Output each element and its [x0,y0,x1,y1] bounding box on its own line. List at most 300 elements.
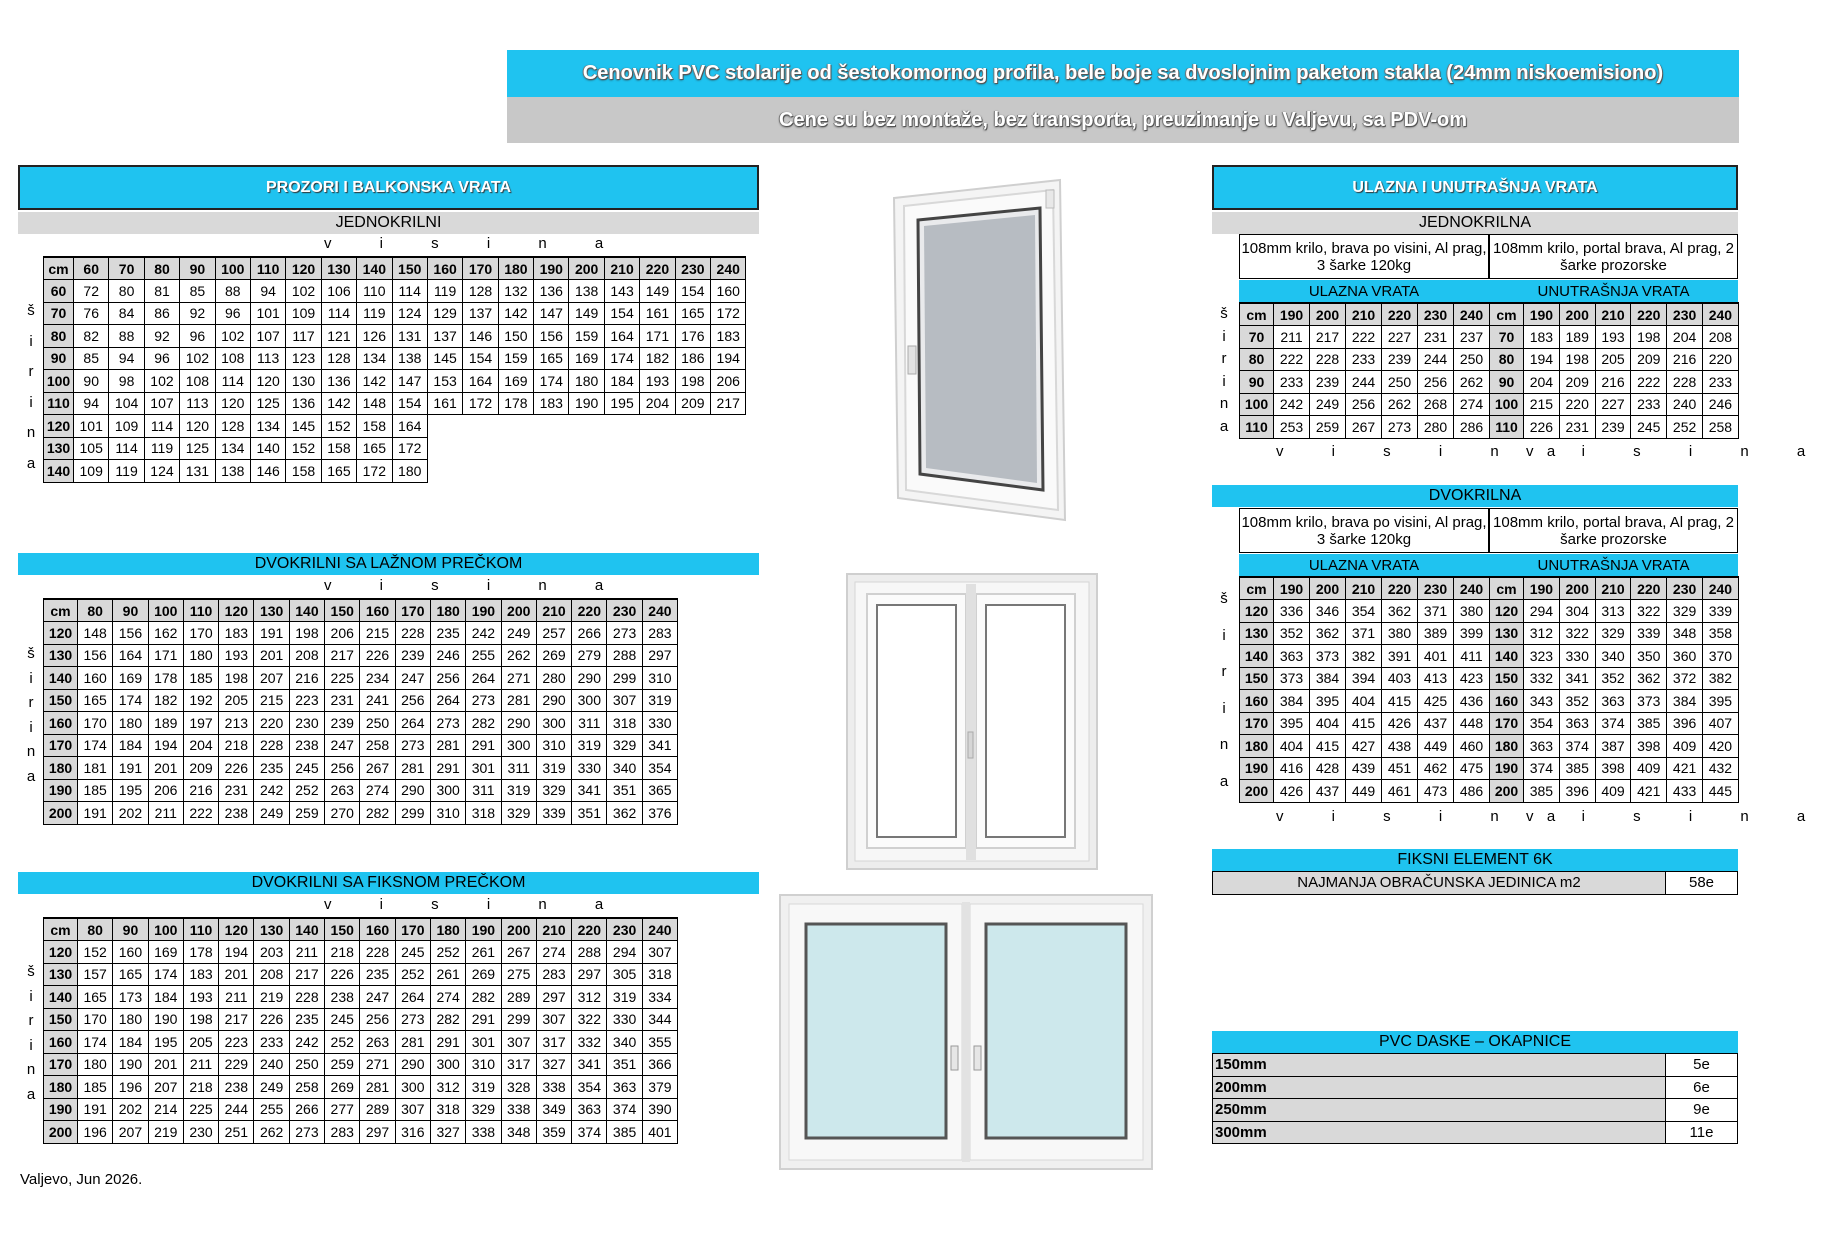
price-cell: 362 [1310,622,1346,645]
price-cell: 242 [1274,393,1310,416]
price-cell: 421 [1631,780,1667,803]
price-cell: 128 [215,415,250,438]
price-cell: 238 [219,802,254,825]
price-cell: 208 [254,963,289,986]
price-cell: 290 [501,712,536,735]
windows-section-title: PROZORI I BALKONSKA VRATA [18,165,759,210]
price-cell: 448 [1454,712,1490,735]
price-cell: 486 [1454,780,1490,803]
price-cell: 145 [427,347,462,370]
price-cell: 216 [1667,348,1703,371]
price-cell: 246 [430,644,465,667]
height-header: 80 [144,257,179,280]
price-cell: 76 [74,302,109,325]
price-cell: 134 [215,437,250,460]
width-header: 150 [1240,667,1274,690]
price-cell: 374 [1595,712,1631,735]
price-cell: 351 [607,779,642,802]
price-cell: 233 [1274,371,1310,394]
price-cell: 384 [1667,690,1703,713]
table-row [44,370,746,393]
price-cell: 80 [109,280,144,303]
price-cell: 209 [675,392,710,415]
price-cell: 329 [1595,622,1631,645]
price-cell: 239 [1310,371,1346,394]
single-entry-door-label: ULAZNA VRATA [1239,280,1489,302]
corner-cell: cm [1240,577,1274,600]
price-cell: 385 [1524,780,1560,803]
price-cell: 350 [1631,645,1667,668]
price-cell: 336 [1274,600,1310,623]
width-letter: i [1222,372,1226,390]
price-cell: 362 [1382,600,1418,623]
table-row [44,1031,678,1054]
height-header: 220 [1382,303,1418,326]
price-cell: 94 [109,347,144,370]
price-cell: 231 [325,689,360,712]
price-cell: 131 [392,325,427,348]
price-cell: 226 [1524,416,1560,439]
price-cell: 256 [395,689,430,712]
price-cell: 150 [498,325,533,348]
price-cell: 249 [1310,393,1346,416]
price-cell: 363 [1274,645,1310,668]
price-cell: 289 [360,1098,395,1121]
price-cell: 449 [1346,780,1382,803]
table-row [1240,667,1739,690]
price-cell: 119 [144,437,179,460]
price-cell: 170 [78,1008,113,1031]
price-cell: 398 [1595,757,1631,780]
price-cell: 305 [607,963,642,986]
height-header: 140 [289,918,324,941]
price-cell: 312 [572,986,607,1009]
price-cell: 207 [254,667,289,690]
height-header: 200 [501,918,536,941]
price-cell: 348 [501,1121,536,1144]
price-cell: 384 [1310,667,1346,690]
single-door-width-label [1215,305,1233,435]
table-row [44,1121,678,1144]
price-cell: 147 [534,302,569,325]
sill-size: 250mm [1213,1099,1666,1122]
price-cell: 178 [148,667,183,690]
price-cell: 363 [1559,712,1595,735]
price-cell: 143 [604,280,639,303]
sills-row [1213,1121,1738,1144]
price-cell: 204 [640,392,675,415]
width-header: 150 [44,689,78,712]
price-cell: 185 [78,779,113,802]
price-cell: 239 [395,644,430,667]
height-header: 180 [498,257,533,280]
double-fixed-window-image [779,894,1154,1170]
price-cell: 330 [642,712,677,735]
height-header: 230 [607,599,642,622]
price-cell: 146 [463,325,498,348]
table-header-row [1240,303,1739,326]
price-cell: 380 [1382,622,1418,645]
price-cell: 165 [534,347,569,370]
price-cell: 374 [572,1121,607,1144]
width-letter: i [29,332,33,350]
price-cell: 318 [607,712,642,735]
price-cell: 299 [395,802,430,825]
price-cell: 269 [325,1076,360,1099]
price-cell: 197 [183,712,218,735]
table-row [44,280,746,303]
price-cell: 242 [254,779,289,802]
price-cell: 249 [501,622,536,645]
price-cell: 340 [607,757,642,780]
price-cell: 170 [183,622,218,645]
price-cell: 307 [501,1031,536,1054]
price-cell: 460 [1454,735,1490,758]
price-cell: 102 [215,325,250,348]
price-cell: 90 [74,370,109,393]
price-cell: 341 [572,779,607,802]
price-cell: 316 [395,1121,430,1144]
price-cell: 233 [1346,348,1382,371]
price-cell: 274 [536,941,571,964]
price-cell: 165 [113,963,148,986]
table-row [44,392,746,415]
price-cell: 395 [1702,690,1738,713]
price-cell: 164 [463,370,498,393]
price-cell: 109 [286,302,321,325]
width-header: 70 [1240,326,1274,349]
price-cell: 216 [1595,371,1631,394]
price-cell: 217 [325,644,360,667]
width-letter: r [28,363,34,381]
price-cell: 250 [1454,348,1490,371]
price-cell: 161 [640,302,675,325]
price-cell: 291 [466,1008,501,1031]
price-cell: 213 [219,712,254,735]
width-header: 130 [44,963,78,986]
price-cell: 183 [183,963,218,986]
price-cell: 273 [395,734,430,757]
price-cell: 401 [642,1121,677,1144]
single-interior-door-desc: 108mm krilo, portal brava, Al prag, 2 šarke prozorske [1489,234,1738,279]
width-header: 200 [1490,780,1524,803]
price-cell: 289 [501,986,536,1009]
height-header: 150 [392,257,427,280]
height-header: 120 [219,918,254,941]
height-header: 210 [1595,577,1631,600]
price-cell: 299 [501,1008,536,1031]
table-row [1240,780,1739,803]
price-cell: 165 [78,689,113,712]
price-cell: 273 [289,1121,324,1144]
price-cell: 160 [711,280,746,303]
width-letter: i [1222,626,1226,644]
price-cell: 190 [148,1008,183,1031]
price-cell: 428 [1310,757,1346,780]
height-header: 240 [711,257,746,280]
price-cell: 370 [1702,645,1738,668]
price-cell: 108 [215,347,250,370]
price-cell: 445 [1702,780,1738,803]
width-letter: i [1222,327,1226,345]
price-cell: 193 [1595,326,1631,349]
price-cell: 439 [1346,757,1382,780]
price-cell: 216 [289,667,324,690]
price-cell: 403 [1382,667,1418,690]
price-cell: 220 [1702,348,1738,371]
price-cell: 421 [1667,757,1703,780]
price-cell: 409 [1667,735,1703,758]
table-row [44,302,746,325]
price-cell: 395 [1274,712,1310,735]
price-cell: 174 [113,689,148,712]
price-cell: 307 [536,1008,571,1031]
height-header: 200 [1559,577,1595,600]
price-cell: 171 [148,644,183,667]
price-cell: 246 [1702,393,1738,416]
price-cell: 280 [536,667,571,690]
price-cell: 329 [607,734,642,757]
price-cell: 211 [148,802,183,825]
price-cell: 164 [392,415,427,438]
table-row [1240,690,1739,713]
price-cell: 384 [1274,690,1310,713]
price-cell: 138 [215,460,250,483]
height-header: 150 [325,918,360,941]
price-cell: 182 [148,689,183,712]
price-cell: 173 [113,986,148,1009]
price-cell: 261 [430,963,465,986]
document-subtitle-bar [507,97,1739,143]
width-header: 70 [44,302,74,325]
price-cell: 328 [501,1076,536,1099]
price-cell: 178 [498,392,533,415]
price-cell: 255 [254,1098,289,1121]
price-cell: 407 [1702,712,1738,735]
price-cell: 288 [607,644,642,667]
price-cell: 183 [534,392,569,415]
price-cell: 433 [1667,780,1703,803]
price-cell: 317 [536,1031,571,1054]
price-cell: 208 [289,644,324,667]
price-cell: 258 [289,1076,324,1099]
price-cell: 339 [536,802,571,825]
price-cell: 119 [427,280,462,303]
price-cell: 172 [463,392,498,415]
width-header: 190 [1490,757,1524,780]
table-header-row [1240,577,1739,600]
height-header: 80 [78,599,113,622]
price-cell: 101 [250,302,285,325]
price-cell: 252 [289,779,324,802]
price-cell: 180 [183,644,218,667]
width-header: 200 [44,802,78,825]
height-header: 130 [254,918,289,941]
price-cell: 269 [466,963,501,986]
height-header: 150 [325,599,360,622]
price-cell: 329 [466,1098,501,1121]
price-cell: 81 [144,280,179,303]
double-fixed-window-label: DVOKRILNI SA FIKSNOM PREČKOM [18,872,759,894]
price-cell: 373 [1631,690,1667,713]
height-header: 240 [642,918,677,941]
price-cell: 184 [113,734,148,757]
price-cell: 180 [392,460,427,483]
table-row [44,437,746,460]
table-row [44,460,746,483]
table-row [1240,645,1739,668]
price-cell: 259 [1310,416,1346,439]
price-cell: 341 [572,1053,607,1076]
price-cell: 396 [1667,712,1703,735]
width-header: 160 [44,712,78,735]
price-cell: 217 [219,1008,254,1031]
width-header: 140 [1240,645,1274,668]
price-cell: 252 [430,941,465,964]
price-cell: 195 [604,392,639,415]
price-cell: 152 [321,415,356,438]
price-cell: 275 [501,963,536,986]
price-cell: 264 [466,667,501,690]
single-entry-door-height-label: v i s i n a [1276,443,1578,460]
price-cell: 307 [642,941,677,964]
price-cell: 322 [1559,622,1595,645]
price-cell: 340 [607,1031,642,1054]
table-row [1240,712,1739,735]
price-cell: 312 [430,1076,465,1099]
price-cell: 174 [78,1031,113,1054]
price-cell: 319 [536,757,571,780]
height-header: 100 [215,257,250,280]
price-cell: 319 [572,734,607,757]
price-cell: 180 [113,1008,148,1031]
price-cell: 159 [498,347,533,370]
width-header: 150 [1490,667,1524,690]
table-row [44,712,678,735]
price-cell: 209 [1631,348,1667,371]
price-cell: 290 [395,779,430,802]
price-cell: 108 [180,370,215,393]
price-cell: 249 [254,1076,289,1099]
price-cell: 120 [180,415,215,438]
price-cell: 125 [250,392,285,415]
price-cell: 281 [501,689,536,712]
price-cell: 113 [180,392,215,415]
price-cell: 230 [183,1121,218,1144]
price-cell: 92 [144,325,179,348]
width-header: 200 [1240,780,1274,803]
price-cell: 169 [569,347,604,370]
price-cell: 198 [289,622,324,645]
price-cell: 218 [183,1076,218,1099]
price-cell: 107 [250,325,285,348]
corner-cell: cm [1490,303,1524,326]
price-cell: 114 [321,302,356,325]
price-cell: 218 [219,734,254,757]
price-cell: 165 [357,437,392,460]
width-header: 80 [1490,348,1524,371]
price-cell: 146 [250,460,285,483]
width-letter: n [1219,736,1229,754]
price-cell: 300 [430,779,465,802]
width-letter: i [29,1036,33,1054]
price-cell: 192 [183,689,218,712]
price-cell: 404 [1310,712,1346,735]
sills-title: PVC DASKE – OKAPNICE [1212,1031,1738,1053]
price-cell: 134 [250,415,285,438]
height-header: 220 [1631,577,1667,600]
price-cell: 438 [1382,735,1418,758]
double-entry-door-label: ULAZNA VRATA [1239,554,1489,576]
price-cell: 184 [604,370,639,393]
double-fixed-window-price-table [43,917,678,1144]
width-letter: r [28,1012,34,1030]
width-letter: i [29,669,33,687]
price-cell: 283 [642,622,677,645]
sills-row [1213,1054,1738,1077]
price-cell: 85 [74,347,109,370]
height-header: 210 [604,257,639,280]
price-cell: 264 [430,689,465,712]
price-cell: 219 [148,1121,183,1144]
price-cell: 218 [325,941,360,964]
price-cell: 462 [1418,757,1454,780]
price-cell: 341 [1559,667,1595,690]
price-cell: 327 [430,1121,465,1144]
width-header: 90 [1240,371,1274,394]
price-cell: 152 [286,437,321,460]
width-header: 140 [44,667,78,690]
price-cell: 194 [219,941,254,964]
price-cell: 312 [1524,622,1560,645]
price-cell: 253 [1274,416,1310,439]
price-cell: 262 [1454,371,1490,394]
price-cell: 319 [642,689,677,712]
price-cell: 319 [607,986,642,1009]
price-cell: 437 [1310,780,1346,803]
price-cell: 389 [1418,622,1454,645]
price-cell: 416 [1274,757,1310,780]
height-header: 200 [1310,577,1346,600]
width-header: 90 [44,347,74,370]
price-cell: 106 [321,280,356,303]
height-header: 180 [430,599,465,622]
height-header: 240 [1702,303,1738,326]
price-cell: 461 [1382,780,1418,803]
price-cell: 281 [430,734,465,757]
corner-cell: cm [44,918,78,941]
price-cell: 234 [360,667,395,690]
width-header: 160 [44,1031,78,1054]
double-false-window-label: DVOKRILNI SA LAŽNOM PREČKOM [18,553,759,575]
double-door-width-label [1215,590,1233,790]
price-cell: 239 [1382,348,1418,371]
width-header: 120 [1240,600,1274,623]
price-cell: 198 [183,1008,218,1031]
price-cell: 107 [144,392,179,415]
table-row [1240,393,1739,416]
width-header: 170 [44,734,78,757]
price-cell: 262 [501,644,536,667]
price-cell: 195 [148,1031,183,1054]
width-header: 60 [44,280,74,303]
single-window-height-label: v i s i n a [324,235,626,252]
price-cell: 153 [427,370,462,393]
price-cell: 229 [219,1053,254,1076]
price-cell: 165 [78,986,113,1009]
price-cell: 267 [501,941,536,964]
height-header: 90 [113,918,148,941]
